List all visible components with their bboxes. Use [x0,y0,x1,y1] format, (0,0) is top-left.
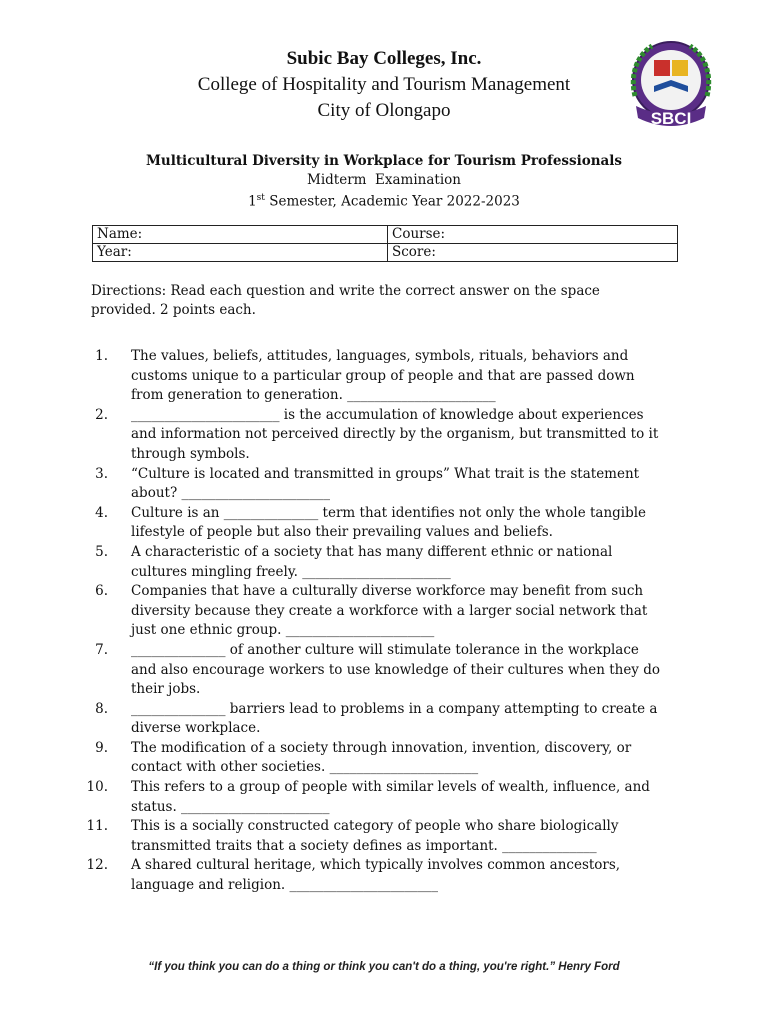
footer-quote: “If you think you can do a thing or think you can't do a thing, you're right.” Henry Ford [148,961,620,973]
student-info-table [92,225,678,262]
year-field[interactable]: Year: [93,244,388,262]
question-number: 7. [95,641,108,658]
question-text: ______________ barriers lead to problems in a company attempting to create a diverse workplace. [131,700,658,737]
college-seal-logo [624,36,718,132]
question-text: “Culture is located and transmitted in groups” What trait is the statement about? ______________________ [131,465,640,502]
question-item [0,739,666,778]
city-name: City of Olongapo [317,100,451,121]
question-list [0,347,768,896]
directions-text: Directions: Read each question and write the correct answer on the space provided. 2 points each. [91,283,600,318]
question-item [0,778,666,817]
question-item [0,406,666,465]
question-number: 6. [95,583,108,600]
question-item [0,582,666,641]
question-text: This is a socially constructed category of people who share biologically transmitted traits that a society defines as important. ______________ [131,818,619,854]
course-field[interactable]: Course: [388,226,678,244]
question-text: ______________ of another culture will stimulate tolerance in the workplace and also encourage workers to use knowledge of their cultures when they do their jobs. [131,641,660,698]
question-number: 2. [95,406,108,423]
question-number: 5. [95,543,108,560]
question-number: 8. [95,700,108,717]
question-item [0,817,666,856]
question-item [0,700,666,739]
question-item [0,543,666,582]
question-item [0,465,666,504]
exam-heading [0,152,768,211]
question-text: ______________________ is the accumulation of knowledge about experiences and information not perceived directly by the organism, but transmitted to it through symbols. [131,406,659,462]
question-number: 12. [86,857,108,874]
question-number: 9. [95,739,108,756]
college-name: College of Hospitality and Tourism Management [197,74,571,95]
question-number: 11. [86,818,108,835]
question-item [0,504,666,543]
question-text: A characteristic of a society that has many different ethnic or national cultures mingling freely. ______________________ [131,543,613,580]
question-text: The values, beliefs, attitudes, languages, symbols, rituals, behaviors and customs unique to a particular group of people and that are passed down from generation to generation. ______________________ [131,348,635,404]
score-field[interactable]: Score: [388,244,678,262]
question-number: 4. [95,504,108,521]
question-number: 1. [95,348,108,364]
logo-lettering: SBCI [650,109,692,128]
question-item [0,347,666,406]
question-text: Culture is an ______________ term that identifies not only the whole tangible lifestyle of people but also their prevailing values and beliefs. [131,504,647,541]
exam-title: Multicultural Diversity in Workplace for Tourism Professionals [145,153,623,169]
question-text: Companies that have a culturally diverse workforce may benefit from such diversity because they create a workforce with a larger social network that just one ethnic group. ______________________ [131,583,648,639]
name-field[interactable]: Name: [93,226,388,244]
question-text: A shared cultural heritage, which typically involves common ancestors, language and religion. ______________________ [131,857,621,894]
question-number: 3. [95,465,108,482]
question-item [0,641,666,700]
institution-name: Subic Bay Colleges, Inc. [286,48,482,69]
question-text: The modification of a society through innovation, invention, discovery, or contact with other societies. ______________________ [131,739,632,776]
question-number: 10. [86,779,108,796]
question-text: This refers to a group of people with similar levels of wealth, influence, and status. ______________________ [131,779,650,815]
question-item [0,856,666,895]
exam-semester: 1st Semester, Academic Year 2022-2023 [248,193,520,210]
exam-type: Midterm Examination [307,171,461,188]
